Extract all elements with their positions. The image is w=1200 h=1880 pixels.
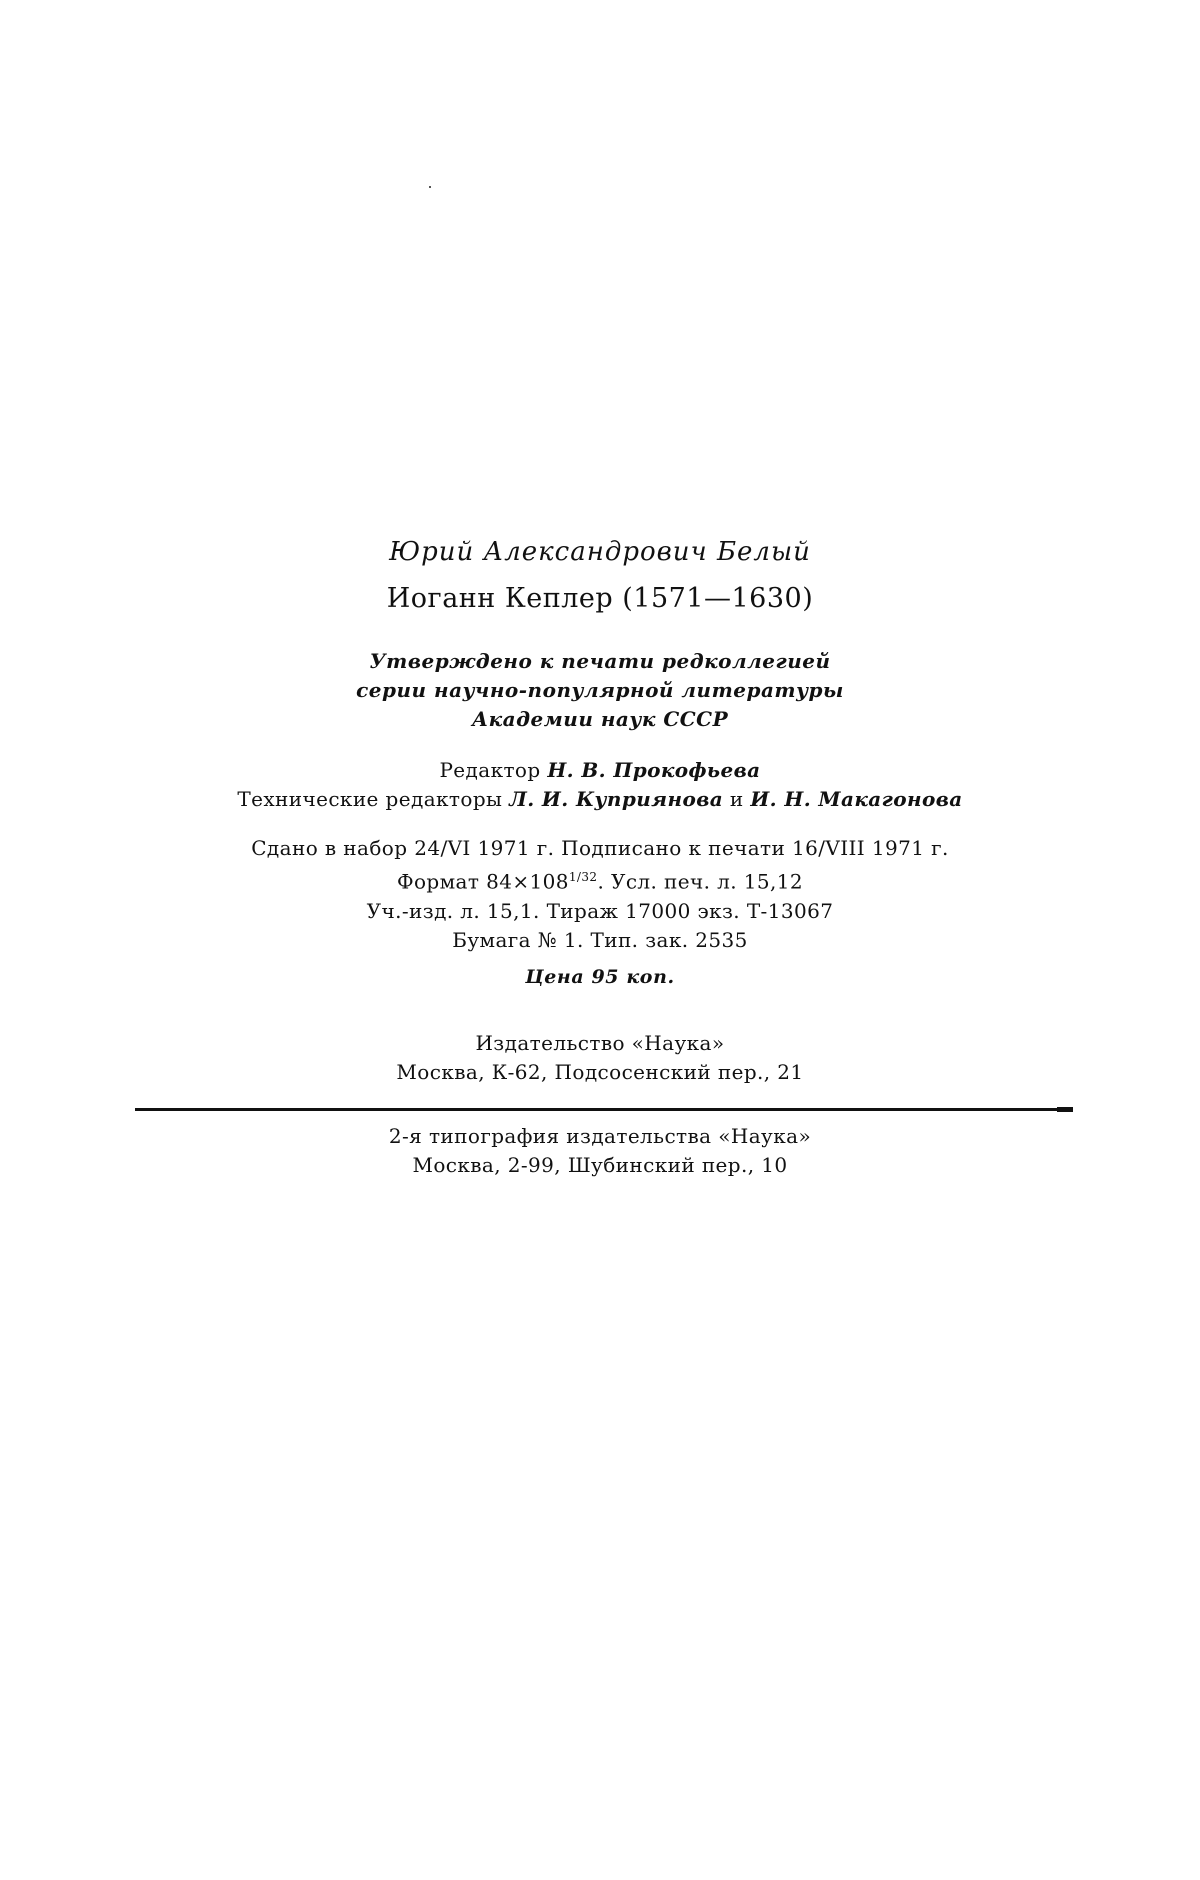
editors-block <box>0 756 1200 814</box>
printer-name: 2-я типография издательства «Наука» <box>388 1123 812 1148</box>
separator-rule <box>135 1108 1065 1111</box>
approval-line-3: Академии наук СССР <box>471 707 729 731</box>
print-data-block <box>0 834 1200 955</box>
price: Цена 95 коп. <box>525 965 675 988</box>
approval-note <box>0 647 1200 734</box>
editor-line <box>0 756 1200 785</box>
printer-address: Москва, 2-99, Шубинский пер., 10 <box>412 1152 788 1177</box>
tech-editors-line <box>0 785 1200 814</box>
publisher-address: Москва, К-62, Подсосенский пер., 21 <box>396 1059 804 1084</box>
format-suffix: . Усл. печ. л. 15,12 <box>597 869 804 894</box>
tech-editors-conjunction: и <box>729 787 744 811</box>
author-name: Юрий Александрович Белый <box>389 537 811 567</box>
paper-order-line: Бумага № 1. Тип. зак. 2535 <box>452 927 748 952</box>
approval-line-2: серии научно-популярной литературы <box>356 678 844 702</box>
typesetting-dates: Сдано в набор 24/VI 1971 г. Подписано к печати 16/VIII 1971 г. <box>251 836 949 860</box>
publisher-block <box>0 1029 1200 1087</box>
publisher-name: Издательство «Наука» <box>475 1030 725 1055</box>
format-fraction: 1/32 <box>568 870 598 884</box>
approval-line-1: Утверждено к печати редколлегией <box>369 649 831 673</box>
editor-name: Н. В. Прокофьева <box>547 758 761 782</box>
printer-block <box>0 1122 1200 1180</box>
tech-editors-label: Технические редакторы <box>237 787 503 811</box>
format-prefix: Формат 84×108 <box>396 869 569 894</box>
print-run-line: Уч.-изд. л. 15,1. Тираж 17000 экз. Т-13067 <box>366 898 834 923</box>
tech-editor-name-2: И. Н. Макагонова <box>750 787 963 811</box>
editor-label: Редактор <box>439 758 541 782</box>
colophon <box>0 535 1200 1180</box>
format-line <box>0 863 1200 897</box>
ink-speck <box>429 186 431 188</box>
tech-editor-name-1: Л. И. Куприянова <box>509 787 724 811</box>
book-title: Иоганн Кеплер (1571—1630) <box>386 583 814 614</box>
